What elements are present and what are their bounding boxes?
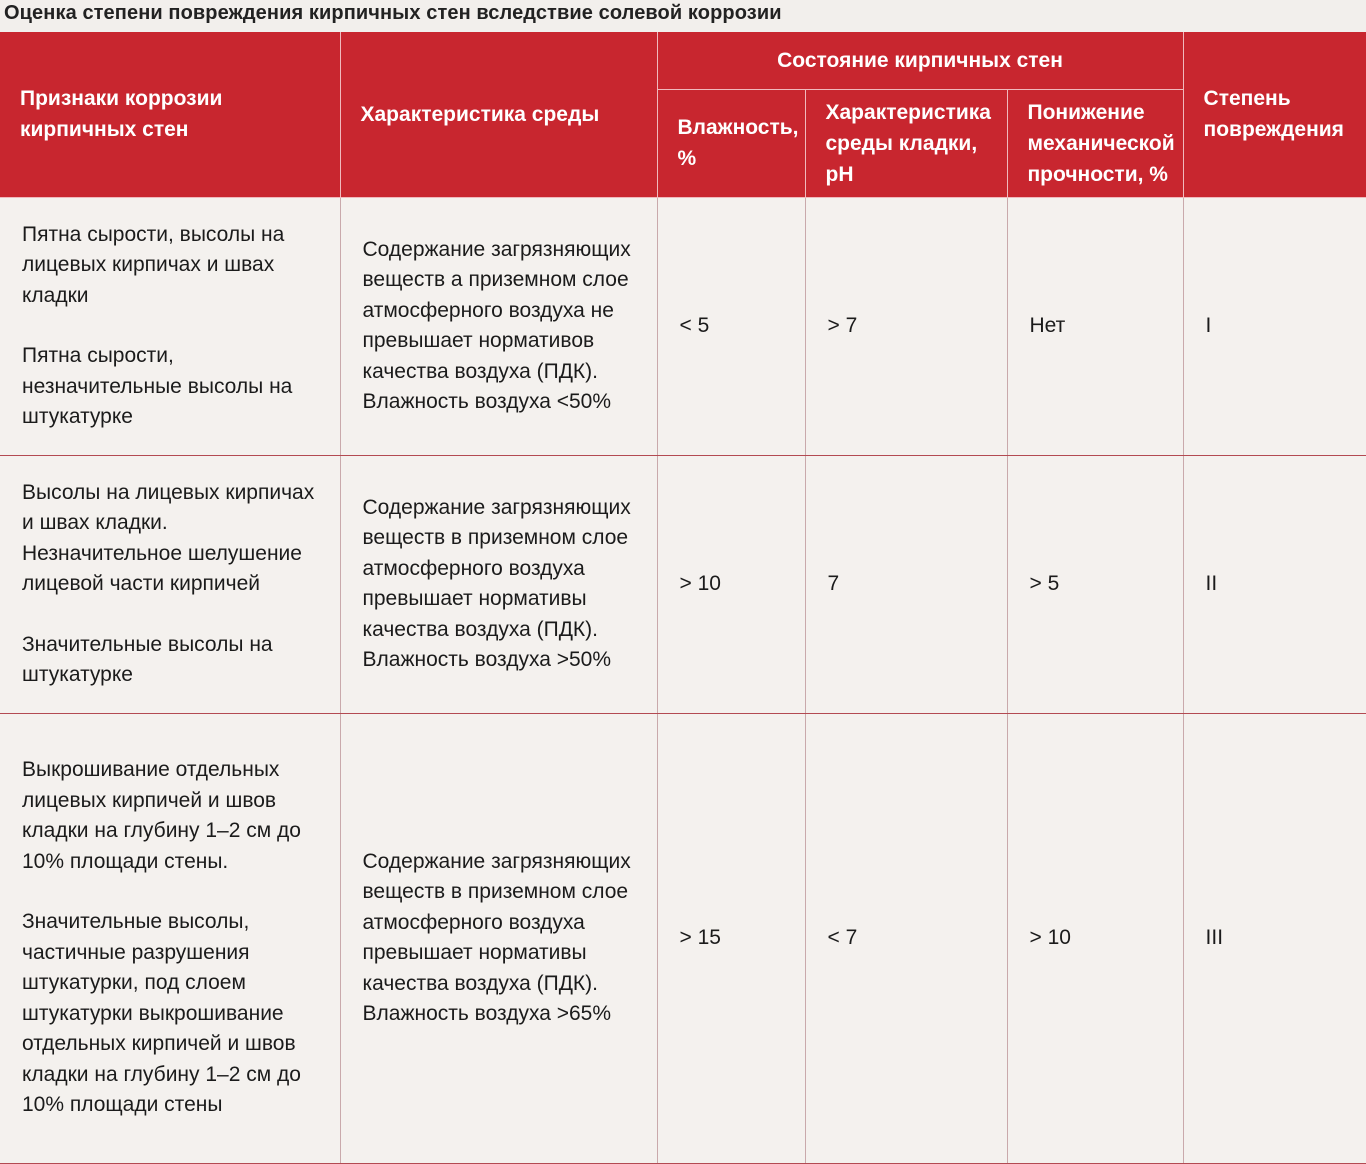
cell-humidity: > 10 [657, 455, 805, 713]
cell-signs [0, 197, 340, 455]
cell-degree: I [1183, 197, 1366, 455]
cell-environment: Содержание загрязняющих веществ в приземном слое атмосферного воздуха превышает нормативы качества воздуха (ПДК). Влажность воздуха >65% [340, 713, 657, 1163]
cell-humidity: > 15 [657, 713, 805, 1163]
corrosion-assessment-table [0, 32, 1366, 1164]
cell-strength: > 10 [1007, 713, 1183, 1163]
table-row [0, 713, 1366, 1163]
sign-text: Высолы на лицевых кирпичах и швах кладки. Незначительное шелушение лицевой части кирпичей [22, 480, 315, 595]
sign-text: Выкрошивание отдельных лицевых кирпичей и швов кладки на глубину 1–2 см до 10% площади стены. [22, 758, 301, 873]
header-environment: Характеристика среды [340, 32, 657, 197]
header-masonry-ph: Характеристика среды кладки, pH [805, 89, 1007, 197]
cell-ph: 7 [805, 455, 1007, 713]
cell-strength: Нет [1007, 197, 1183, 455]
sign-text: Значительные высолы, частичные разрушения штукатурки, под слоем штукатурки выкрошивание отдельных кирпичей и швов кладки на глубину 1–2 см до 10% площади стены [22, 910, 301, 1117]
table-row [0, 455, 1366, 713]
cell-strength: > 5 [1007, 455, 1183, 713]
header-strength-reduction: Понижение механической прочности, % [1007, 89, 1183, 197]
cell-degree: III [1183, 713, 1366, 1163]
cell-environment: Содержание загрязняющих веществ в приземном слое атмосферного воздуха превышает нормативы качества воздуха (ПДК). Влажность воздуха >50% [340, 455, 657, 713]
cell-ph: < 7 [805, 713, 1007, 1163]
cell-environment: Содержание загрязняющих веществ а приземном слое атмосферного воздуха не превышает нормативов качества воздуха (ПДК). Влажность воздуха <50% [340, 197, 657, 455]
cell-humidity: < 5 [657, 197, 805, 455]
cell-signs [0, 713, 340, 1163]
table-row [0, 197, 1366, 455]
sign-text: Значительные высолы на штукатурке [22, 632, 273, 686]
header-signs: Признаки коррозии кирпичных стен [0, 32, 340, 197]
cell-degree: II [1183, 455, 1366, 713]
header-humidity: Влажность, % [657, 89, 805, 197]
cell-ph: > 7 [805, 197, 1007, 455]
sign-text: Пятна сырости, высолы на лицевых кирпичах и швах кладки [22, 222, 285, 307]
cell-signs [0, 455, 340, 713]
header-damage-degree: Степень повреждения [1183, 32, 1366, 197]
header-wall-state-group: Состояние кирпичных стен [657, 32, 1183, 89]
page-title: Оценка степени повреждения кирпичных стен вследствие солевой коррозии [4, 2, 782, 24]
sign-text: Пятна сырости, незначительные высолы на штукатурке [22, 344, 293, 428]
